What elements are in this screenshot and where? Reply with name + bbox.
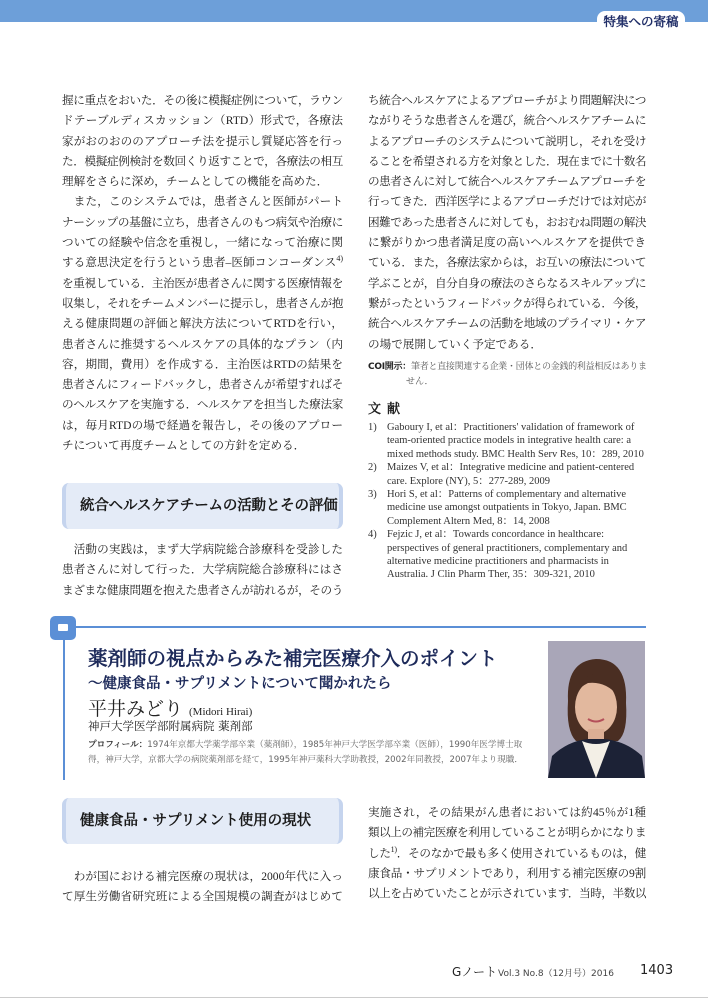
text-line (368, 335, 646, 355)
line-text: の場で展開していく予定である． (368, 337, 542, 351)
author-affiliation: 神戸大学医学部附属病院 薬剤部 (88, 719, 253, 733)
article-title: 薬剤師の視点からみた補完医療介入のポイント (88, 647, 498, 670)
text-line (368, 213, 646, 233)
line-text: 学ぶことが，自分自身の療法のさらなるスキルアップに (368, 276, 646, 290)
references-list (368, 421, 648, 582)
section2-left-body (62, 867, 343, 908)
coi-disclosure (368, 360, 648, 390)
section-heading-supplement-usage: 健康食品・サプリメント使用の現状 (62, 798, 343, 844)
profile-label: プロフィール： (88, 740, 148, 750)
section2-right-body (368, 803, 646, 904)
text-line (62, 233, 343, 253)
text-line (368, 823, 646, 843)
line-text: ナーシップの基盤に立ち，患者さんのもつ病気や治療に (62, 215, 343, 229)
text-line (368, 844, 646, 864)
reference-text: Hori S, et al：Patterns of complementary and alternative medicine use amongst outpatients in Tokyo, Japan. BMC Complement Altern Med, 8：14, 2008 (387, 489, 627, 527)
reference-number: 3) (368, 489, 377, 501)
text-line (368, 314, 646, 334)
text-line (368, 172, 646, 192)
section-heading-team-activity: 統合ヘルスケアチームの活動とその評価 (62, 483, 343, 529)
references-heading: 文献 (368, 402, 407, 417)
text-line (62, 867, 343, 887)
line-text: わが国における補完医療の現状は，2000年代に入っ (62, 870, 343, 883)
coi-text-cont: せん． (406, 377, 434, 387)
citation-superscript: 1) (390, 844, 397, 854)
line-text: ることを希望される方を対象とした．現在までに十数名 (368, 154, 646, 168)
line-text: 統合ヘルスケアチームの活動を地域のプライマリ・ケア (368, 317, 646, 331)
line-text: 握に重点をおいた．その後に模擬症例について，ラウン (62, 94, 343, 107)
line-text: チについて再度チームとしての方針を定める． (62, 439, 306, 453)
text-line (368, 803, 646, 823)
line-text: ドテーブルディスカッション（RTD）形式で，各療法 (62, 114, 343, 128)
line-text: 患者さんに対して行った．大学病院総合診療科にはさ (62, 563, 343, 577)
text-line (368, 274, 646, 294)
text-line (62, 274, 343, 294)
line-text: のヘルスケアを実施する．ヘルスケアを担当した療法家 (62, 398, 343, 412)
text-line (368, 884, 646, 904)
article-divider (76, 626, 646, 628)
reference-text: Maizes V, et al：Integrative medicine and patient-centered care. Explore (NY), 5：277-289, 2009 (387, 462, 635, 487)
reference-text: Gaboury I, et al：Practitioners' validation of framework of team-oriented practice models in integrative health care: a mixed methods study. BMC Health Serv Res, 10：289, 2010 (387, 422, 644, 460)
line-text: に繋がりかつ患者満足度の高いヘルスケアを提供でき (368, 236, 646, 250)
text-line (62, 152, 343, 172)
line-text: また，このシステムでは，患者さんと医師がパート (62, 195, 343, 209)
line-text: ついての経験や信念を重視し，一緒になって治療に関 (62, 236, 343, 250)
line-text: た．模擬症例検討を数回くり返すことで，各療法の相互 (62, 154, 343, 168)
line-text: て厚生労働省研究班による全国規模の調査がはじめて (62, 890, 343, 904)
line-text: 患者さんに推奨するヘルスケアの具体的なプラン（内 (62, 337, 343, 351)
reference-number: 4) (368, 529, 377, 541)
issue-info: Vol.3 No.8（12月号）2016 (498, 969, 614, 979)
line-text: 活動の実践は，まず大学病院総合診療科を受診した (62, 543, 343, 556)
line-text-after: ．そのなかで最も多く使用されているものは，健 (396, 846, 646, 860)
author-profile (88, 738, 528, 768)
text-line (368, 253, 646, 273)
line-text: 康食品・サプリメントであり，利用する補完医療の9割 (368, 866, 646, 880)
reference-item (368, 488, 648, 528)
line-text: よるアプローチのシステムについて説明し，それを受け (368, 134, 646, 148)
article-subtitle: ～健康食品・サプリメントについて聞かれたら (88, 676, 392, 692)
text-line (62, 111, 343, 131)
text-line (368, 294, 646, 314)
text-line (62, 436, 343, 456)
article-side-rule (63, 640, 65, 780)
coi-label: COI開示： (368, 362, 411, 372)
text-line (62, 375, 343, 395)
reference-item (368, 528, 648, 582)
profile-text: 1974年京都大学薬学部卒業（薬剤師），1985年神戸大学医学部卒業（医師），1990年医学博士取得，神戸大学，京都大学の病院薬剤部を経て，1995年神戸薬科大学助教授，2002年同教授，2007年より現職． (88, 740, 523, 765)
citation-superscript: 4) (336, 254, 343, 264)
line-text: まざまな健康問題を抱えた患者さんが訪れるが，そのう (62, 583, 343, 597)
text-line (62, 395, 343, 415)
text-line (62, 355, 343, 375)
coi-first-line (368, 360, 648, 375)
text-line (62, 416, 343, 436)
author-name-roman: (Midori Hirai) (189, 706, 253, 718)
coi-text: 筆者と直接関連する企業・団体との金銭的利益相反はありま (411, 362, 647, 372)
line-text: ている．また，各療法家からは，お互いの療法について (368, 256, 646, 270)
line-text: 類以上の補完医療を利用していることが明らかになりま (368, 826, 646, 840)
text-line (62, 192, 343, 212)
text-line (62, 213, 343, 233)
author-name-ja: 平井みどり (88, 699, 184, 720)
line-text: した (368, 846, 391, 860)
text-line (62, 887, 343, 907)
author-photo (548, 641, 645, 778)
line-text: する意思決定を行うという患者–医師コンコーダンス (62, 256, 337, 270)
line-text: 困難であった患者さんに対しても，おおむね問題の解決 (368, 215, 646, 229)
section1-body (62, 540, 343, 601)
reference-item (368, 421, 648, 461)
reference-text: Fejzic J, et al：Towards concordance in healthcare: perspectives of general practitioners, complementary and alternative medicine practitioners and pharmacists in Australia. J Clin Pharm Ther, 35：309-321, 2010 (387, 529, 628, 581)
line-text: 以上を占めていたことが示されています．当時，半数以 (368, 887, 646, 901)
line-text: 実施され，その結果がん患者においては約45％が1種 (368, 806, 646, 819)
text-line (62, 253, 343, 273)
text-line (368, 233, 646, 253)
text-line (62, 560, 343, 580)
upper-right-column (368, 91, 646, 355)
line-text: を重視している．主治医が患者さんに関する医療情報を (62, 276, 343, 290)
text-line (62, 91, 343, 111)
text-line (62, 581, 343, 601)
text-line (368, 864, 646, 884)
line-text: 家がおのおののアプローチ法を提示し質疑応答を行っ (62, 134, 343, 148)
line-text: 行ってきた．西洋医学によるアプローチだけでは対応が (368, 195, 646, 209)
line-text: ち統合ヘルスケアによるアプローチがより問題解決につ (368, 94, 646, 107)
reference-number: 1) (368, 422, 377, 433)
text-line (368, 132, 646, 152)
journal-name: Gノート (452, 965, 497, 979)
text-line (368, 91, 646, 111)
line-text: ながりそうな患者さんを選び，統合ヘルスケアチームに (368, 114, 646, 128)
text-line (62, 335, 343, 355)
line-text: 容，期間，費用）を作成する．主治医はRTDの結果を (62, 357, 343, 371)
text-line (368, 111, 646, 131)
page-number: 1403 (640, 963, 674, 978)
text-line (62, 172, 343, 192)
text-line (62, 314, 343, 334)
text-line (62, 132, 343, 152)
reference-number: 2) (368, 462, 377, 474)
text-line (62, 540, 343, 560)
line-text: は，毎月RTDの場で経過を報告し，その後のアプロー (62, 418, 343, 432)
line-text: 繋がったというフィードバックが得られている．今後， (368, 296, 646, 310)
line-text: える健康問題の評価と解決方法についてRTDを行い， (62, 317, 343, 331)
author-name (88, 694, 252, 721)
page-bottom-rule (0, 997, 708, 998)
article-square-icon (50, 616, 76, 640)
line-text: 患者さんにフィードバックし，患者さんが希望すればそ (62, 378, 343, 392)
line-text: 収集し，それをチームメンバーに提示し，患者さんが抱 (62, 296, 343, 310)
upper-left-column (62, 91, 343, 456)
text-line (368, 152, 646, 172)
section-tab: 特集への寄稿 (597, 11, 685, 33)
text-line (62, 294, 343, 314)
line-text: の患者さんに対して統合ヘルスケアチームアプローチを (368, 175, 646, 189)
line-text: 理解をさらに深め，チームとしての機能を高めた． (62, 175, 329, 189)
reference-item (368, 461, 648, 488)
text-line (368, 192, 646, 212)
